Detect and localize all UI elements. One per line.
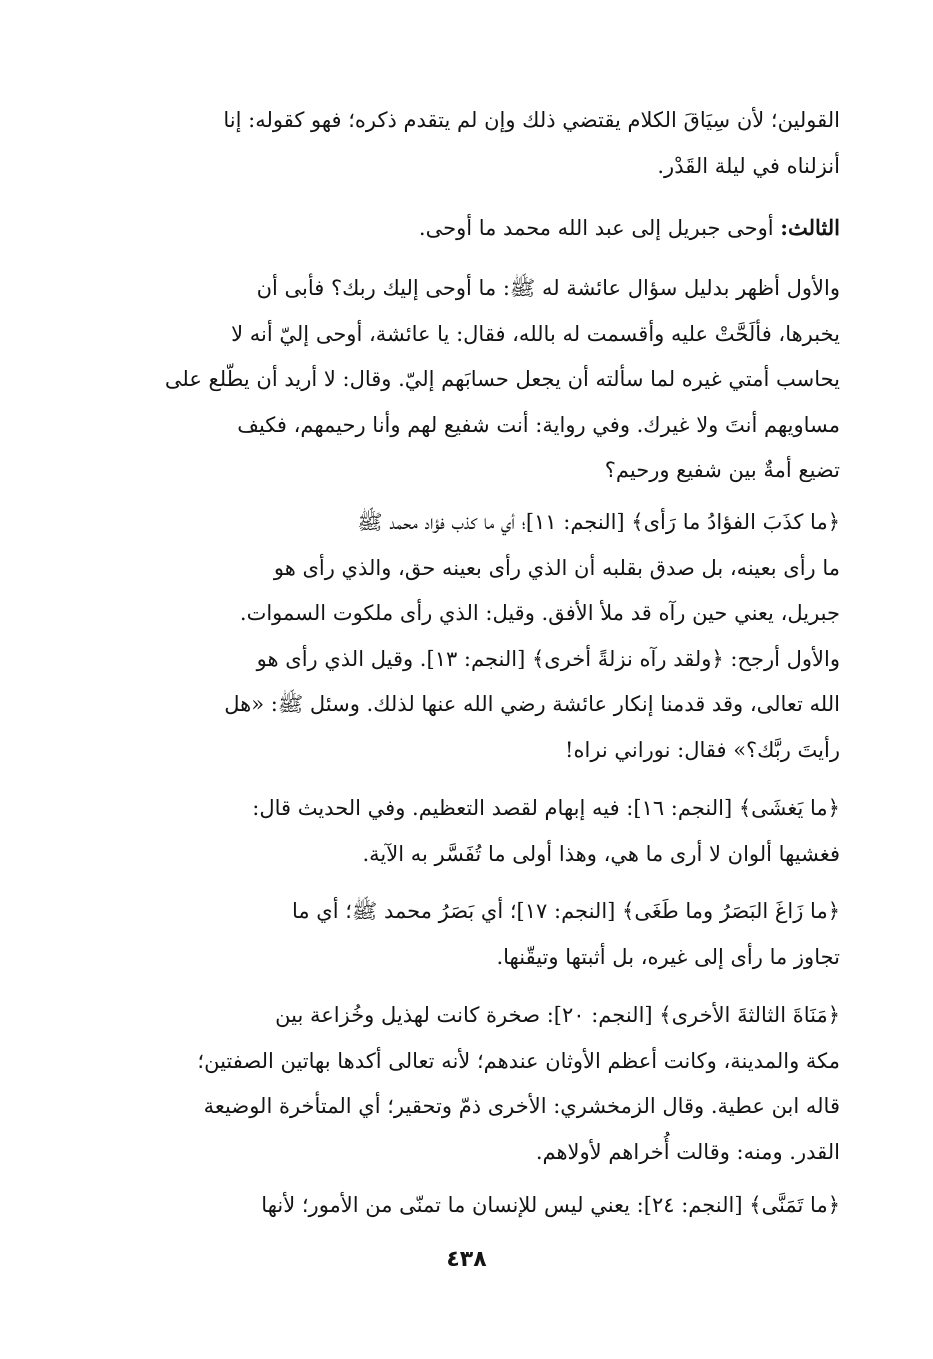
text-line: رأيتَ ربَّك؟» فقال: نوراني نراه! <box>565 737 840 762</box>
text-line: ﴿مَنَاةَ الثالثةَ الأخرى﴾ [النجم: ٢٠]: صخرة كانت لهذيل وخُزاعة بين <box>275 1003 840 1027</box>
text-line: ما رأى بعينه، بل صدق بقلبه أن الذي رأى بعينه حق، والذي رأى هو <box>273 555 840 580</box>
paragraph-1 <box>128 98 840 189</box>
text-line: يحاسب أمتي غيره لما سألته أن يجعل حسابَهم إليّ. وقال: لا أريد أن يطّلع على <box>164 367 840 391</box>
text-line: مساويهم أنتَ ولا غيرك. وفي رواية: أنت شفيع لهم وأنا رحيمهم، فكيف <box>237 412 840 437</box>
text-line: ﴿ما كذَبَ الفؤادُ ما رَأى﴾ [النجم: ١١]؛ أي ما كذب فؤاد محمد ﷺ <box>357 510 840 534</box>
text-line: والأول أرجح: ﴿ولقد رآه نزلةً أخرى﴾ [النجم: ١٣]. وقيل الذي رأى هو <box>256 646 840 671</box>
text-line: القدر. ومنه: وقالت أُخراهم لأولاهم. <box>535 1139 840 1164</box>
text-line: أنزلناه في ليلة القَدْر. <box>657 153 840 178</box>
text-line: قاله ابن عطية. وقال الزمخشري: الأخرى ذمّ وتحقير؛ أي المتأخرة الوضيعة <box>203 1094 840 1118</box>
paragraph-2 <box>128 205 840 252</box>
text-line: الله تعالى، وقد قدمنا إنكار عائشة رضي الله عنها لذلك. وسئل ﷺ: «هل <box>224 692 840 716</box>
paragraph-4 <box>128 500 840 773</box>
text-line: جبريل، يعني حين رآه قد ملأ الأفق. وقيل: الذي رأى ملكوت السموات. <box>239 601 840 625</box>
text-line: مكة والمدينة، وكانت أعظم الأوثان عندهم؛ لأنه تعالى أكدها بهاتين الصفتين؛ <box>197 1048 840 1073</box>
paragraph-8 <box>128 1183 840 1229</box>
paragraph-3 <box>128 266 840 494</box>
text-line: القولين؛ لأن سِيَاقَ الكلام يقتضي ذلك وإن لم يتقدم ذكره؛ فهو كقوله: إنا <box>223 108 840 132</box>
text-line: يخبرها، فألَحَّتْ عليه وأقسمت له بالله، فقال: يا عائشة، أوحى إليّ أنه لا <box>231 321 840 346</box>
paragraph-5 <box>128 786 840 877</box>
paragraph-lead: الثالث: <box>780 215 840 240</box>
text-line: تجاوز ما رأى إلى غيره، بل أثبتها وتيقّنها. <box>496 944 840 969</box>
paragraph-text: أوحى جبريل إلى عبد الله محمد ما أوحى. <box>418 216 781 240</box>
text-line: ﴿ما زَاغَ البَصَرُ وما طَغَى﴾ [النجم: ١٧]؛ أي بَصَرُ محمد ﷺ؛ أي ما <box>291 899 840 923</box>
text-line: فغشيها ألوان لا أرى ما هي، وهذا أولى ما تُفَسَّر به الآية. <box>362 841 840 866</box>
paragraph-6 <box>128 889 840 980</box>
text-line: والأول أظهر بدليل سؤال عائشة له ﷺ: ما أوحى إليك ربك؟ فأبى أن <box>256 276 840 300</box>
text-line: ﴿ما يَغشَى﴾ [النجم: ١٦]: فيه إبهام لقصد التعظيم. وفي الحديث قال: <box>252 796 840 820</box>
text-line: ﴿ما تَمَنَّى﴾ [النجم: ٢٤]: يعني ليس للإنسان ما تمنّى من الأمور؛ لأنها <box>261 1193 840 1217</box>
text-line <box>128 205 840 252</box>
page-number: ٤٣٨ <box>446 1247 487 1272</box>
text-line: تضيع أمةٌ بين شفيع ورحيم؟ <box>604 458 840 482</box>
paragraph-7 <box>128 993 840 1175</box>
